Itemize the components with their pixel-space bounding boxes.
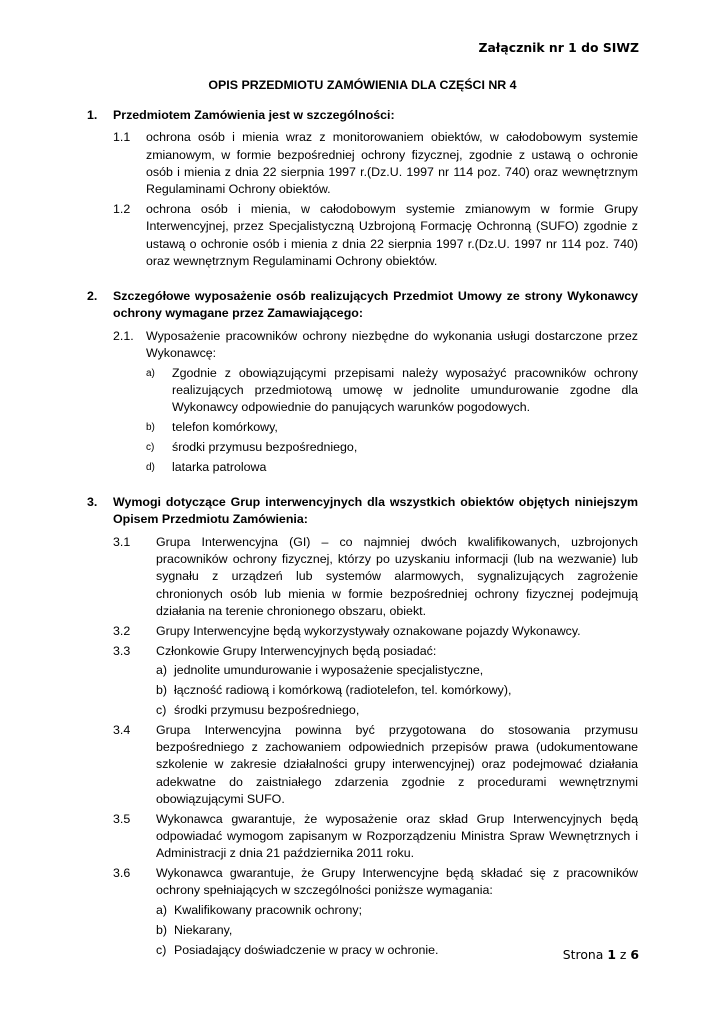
list-item	[113, 865, 638, 900]
document-body	[87, 107, 638, 977]
subitem-letter: b)	[156, 683, 168, 698]
sub-list-item	[146, 365, 638, 417]
item-text: Wykonawca gwarantuje, że Grupy Interwencyjne będą składać się z pracowników ochrony spełniających w szczególności poniższe wymagania:	[156, 866, 638, 898]
list-item	[113, 643, 638, 660]
item-number: 3.1	[113, 534, 131, 549]
list-item	[113, 623, 638, 640]
sub-list-item	[156, 662, 638, 679]
list-item	[113, 201, 638, 270]
sub-list-item	[146, 419, 638, 436]
item-text: Grupa Interwencyjna (GI) – co najmniej dwóch kwalifikowanych, uzbrojonych pracowników ochrony fizycznej, którzy po uzyskaniu informacji (lub na wezwanie) lub sygnału z urządzeń lub systemów alarmowych, sygnalizujących zagrożenie chronionych osób lub mienia w formie bezpośredniej ochrony fizycznej podejmują działania na terenie chronionego obszaru, obiekt.	[156, 534, 638, 618]
subitem-text: Kwalifikowany pracownik ochrony;	[174, 903, 363, 918]
item-text: Grupy Interwencyjne będą wykorzystywały oznakowane pojazdy Wykonawcy.	[156, 623, 581, 638]
item-number: 3.2	[113, 623, 131, 638]
page-footer	[563, 947, 639, 962]
list-item	[113, 811, 638, 863]
section-title: Wymogi dotyczące Grup interwencyjnych dla wszystkich obiektów objętych niniejszym Opisem Przedmiotu Zamówienia:	[113, 495, 638, 527]
subitem-text: środki przymusu bezpośredniego,	[172, 440, 358, 455]
item-text: Wyposażenie pracowników ochrony niezbędne do wykonania usługi dostarczone przez Wykonawcę:	[146, 328, 638, 361]
document-title: OPIS PRZEDMIOTU ZAMÓWIENIA DLA CZĘŚCI NR 4	[208, 78, 517, 92]
subitem-text: Zgodnie z obowiązującymi przepisami należy wyposażyć pracowników ochrony realizujących przedmiotową umowę w jednolite umundurowanie zgodne dla Wykonawcy odpowiednie do panujących warunków pogodowych.	[172, 365, 638, 415]
item-number: 3.6	[113, 866, 131, 881]
sub-list-item	[156, 922, 638, 939]
subitem-letter: a)	[146, 367, 155, 379]
list-item	[113, 534, 638, 620]
subitem-text: telefon komórkowy,	[172, 420, 278, 435]
item-number: 1.1	[113, 130, 131, 145]
subitem-letter: b)	[156, 922, 168, 937]
subitem-letter: c)	[156, 942, 167, 957]
item-text: Wykonawca gwarantuje, że wyposażenie oraz skład Grup Interwencyjnych będą odpowiadać wymogom zapisanym w Rozporządzeniu Ministra Spraw Wewnętrznych i Administracji z dnia 21 października 2011 roku.	[156, 811, 638, 861]
subitem-text: jednolite umundurowanie i wyposażenie specjalistyczne,	[174, 663, 484, 678]
list-item	[113, 328, 638, 363]
section-2	[87, 288, 638, 476]
subitem-letter: a)	[156, 903, 168, 918]
subitem-text: środki przymusu bezpośredniego,	[174, 702, 360, 717]
page-label: Strona	[562, 947, 604, 962]
subitem-letter: b)	[146, 422, 155, 434]
section-number: 3.	[87, 495, 98, 510]
item-number: 3.4	[113, 722, 131, 737]
subitem-text: Posiadający doświadczenie w pracy w ochronie.	[174, 942, 439, 957]
subitem-letter: d)	[146, 461, 155, 473]
sub-list-item	[156, 682, 638, 699]
subitem-text: latarka patrolowa	[172, 459, 267, 474]
item-number: 1.2	[113, 201, 131, 216]
item-text: ochrona osób i mienia, w całodobowym systemie zmianowym w formie Grupy Interwencyjnej, przez Specjalistyczną Uzbrojoną Formację Ochronną (SUFO) zgodnie z ustawą o ochronie osób i mienia z dnia 22 sierpnia 1997 r.(Dz.U. 1997 nr 114 poz. 740) oraz wewnętrznym Regulaminami Ochrony obiektów.	[146, 201, 638, 268]
page-total: 6	[630, 947, 639, 962]
page-separator: z	[619, 947, 627, 962]
subitem-letter: c)	[156, 702, 167, 717]
subitem-letter: a)	[156, 663, 168, 678]
section-heading	[87, 494, 638, 529]
sub-list-item	[156, 902, 638, 919]
item-text: Grupa Interwencyjna powinna być przygotowana do stosowania przymusu bezpośredniego z zachowaniem odpowiednich przepisów prawa (udokumentowane szkolenie w zakresie działalności grupy interwencyjnej) oraz podejmować działania adekwatne do zaistniałego zdarzenia zgodnie z procedurami wewnętrznymi obowiązującymi SUFO.	[156, 722, 638, 806]
sub-list-item	[156, 702, 638, 719]
section-number: 1.	[87, 108, 98, 122]
item-text: ochrona osób i mienia wraz z monitorowaniem obiektów, w całodobowym systemie zmianowym, w formie bezpośredniej ochrony fizycznej, zgodnie z ustawą o ochronie osób i mienia z dnia 22 sierpnia 1997 r.(Dz.U. 1997 nr 114 poz. 740) oraz wewnętrznym Regulaminami Ochrony obiektów.	[146, 130, 638, 197]
subitem-letter: c)	[146, 442, 155, 454]
item-text: Członkowie Grupy Interwencyjnych będą posiadać:	[156, 643, 437, 658]
sub-list-item	[146, 459, 638, 476]
page-number: 1	[607, 947, 616, 962]
item-number: 2.1.	[113, 328, 134, 343]
section-title: Szczegółowe wyposażenie osób realizujących Przedmiot Umowy ze strony Wykonawcy ochrony wymagane przez Zamawiającego:	[113, 289, 638, 321]
sub-list-item	[146, 439, 638, 456]
section-1	[87, 107, 638, 270]
item-number: 3.3	[113, 643, 131, 658]
section-heading	[87, 288, 638, 323]
section-title: Przedmiotem Zamówienia jest w szczególności:	[113, 108, 395, 122]
section-number: 2.	[87, 289, 98, 304]
list-item	[113, 129, 638, 198]
subitem-text: łączność radiową i komórkową (radiotelefon, tel. komórkowy),	[174, 683, 512, 698]
section-heading	[87, 107, 638, 124]
list-item	[113, 722, 638, 808]
subitem-text: Niekarany,	[174, 922, 233, 937]
annex-label: Załącznik nr 1 do SIWZ	[478, 40, 639, 55]
section-3	[87, 494, 638, 959]
item-number: 3.5	[113, 811, 131, 826]
